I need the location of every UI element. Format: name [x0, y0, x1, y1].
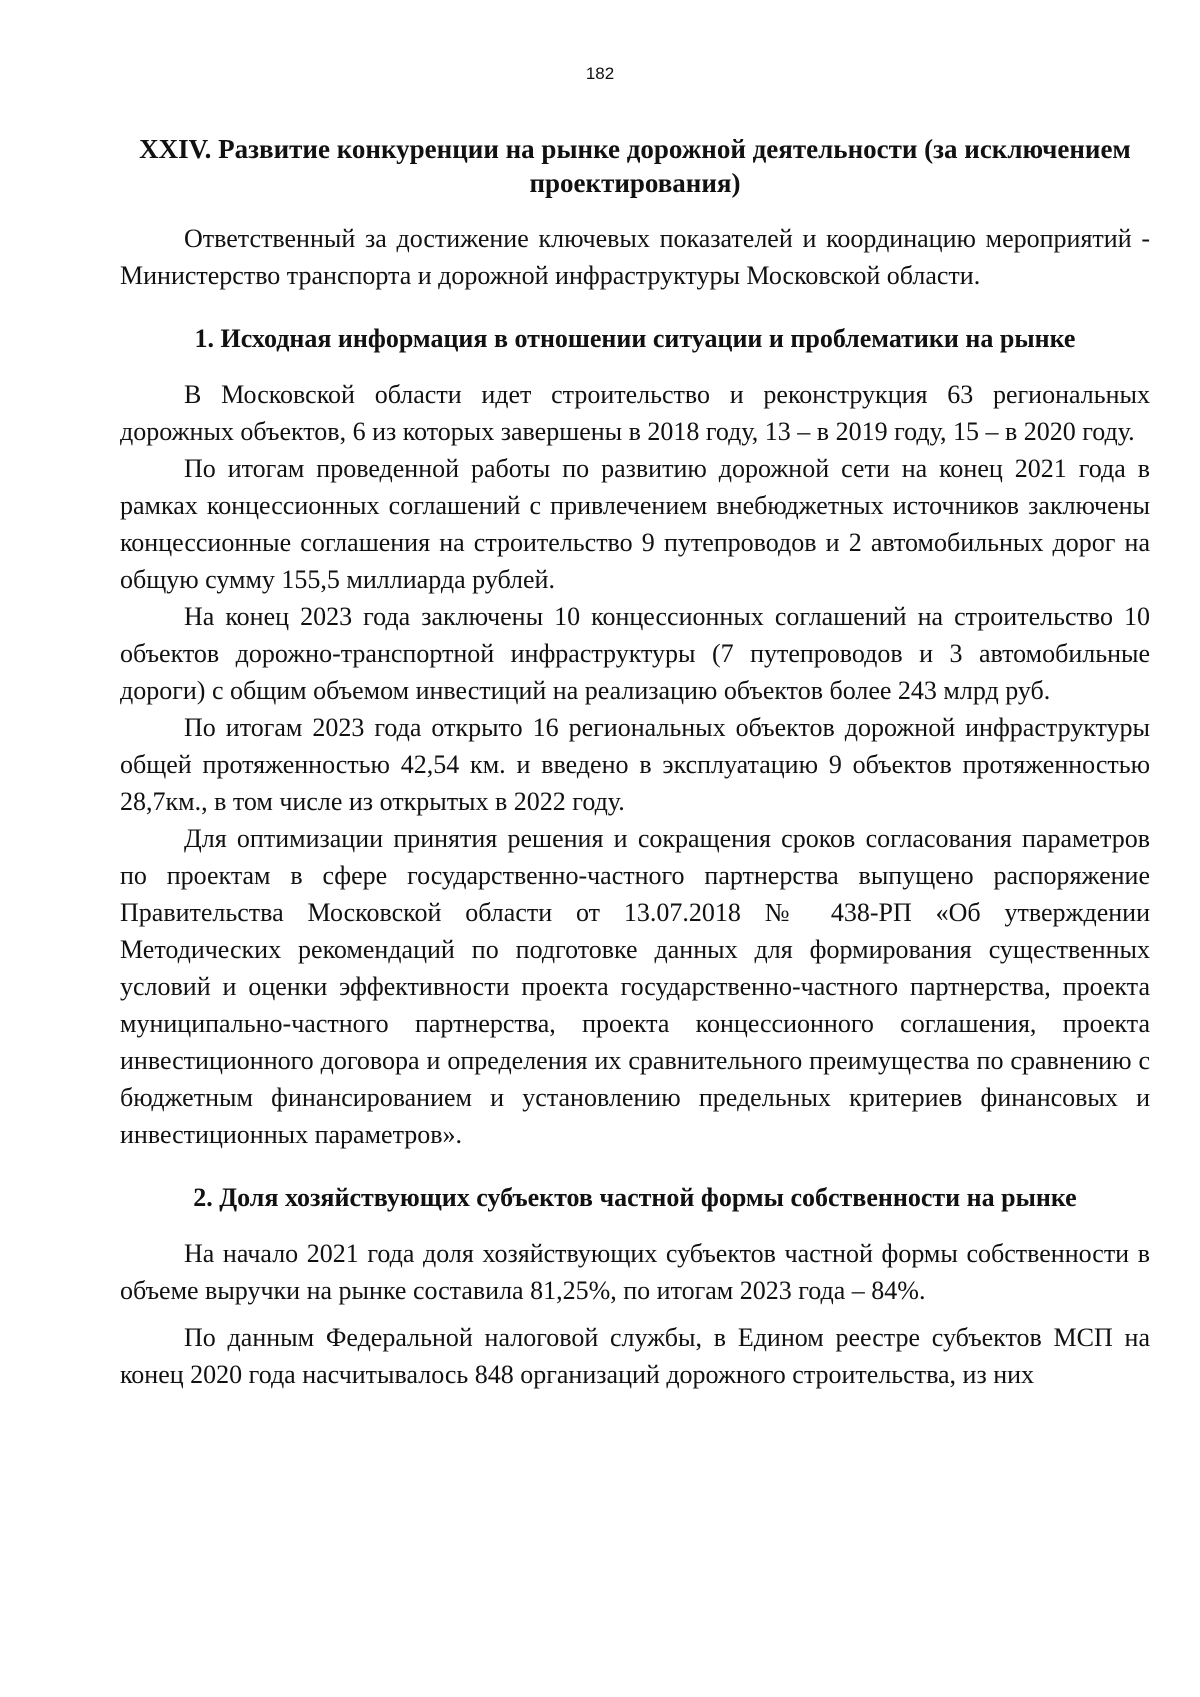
section-2-heading: 2. Доля хозяйствующих субъектов частной формы собственности на рынке: [193, 1183, 1077, 1212]
section-1-paragraph: На конец 2023 года заключены 10 концессионных соглашений на строительство 10 объектов дорожно-транспортной инфраструктуры (7 путепроводов и 3 автомобильные дороги) с общим объемом инвестиций на реализацию объектов более 243 млрд руб.: [120, 602, 1150, 705]
chapter-title: XXIV. Развитие конкуренции на рынке дорожной деятельности (за исключением проектирования): [139, 134, 1131, 198]
section-1-paragraph: По итогам 2023 года открыто 16 региональных объектов дорожной инфраструктуры общей протяженностью 42,54 км. и введено в эксплуатацию 9 объектов протяженностью 28,7км., в том числе из открытых в 2022 году.: [120, 713, 1150, 816]
page-number: 182: [585, 64, 615, 83]
section-1-paragraph: По итогам проведенной работы по развитию дорожной сети на конец 2021 года в рамках концессионных соглашений с привлечением внебюджетных источников заключены концессионные соглашения на строительство 9 путепроводов и 2 автомобильных дорог на общую сумму 155,5 миллиарда рублей.: [120, 454, 1150, 594]
section-1-paragraph: Для оптимизации принятия решения и сокращения сроков согласования параметров по проектам в сфере государственно-частного партнерства выпущено распоряжение Правительства Московской области от 13.07.2018 № 438-РП «Об утверждении Методических рекомендаций по подготовке данных для формирования существенных условий и оценки эффективности проекта государственно-частного партнерства, проекта муниципально-частного партнерства, проекта концессионного соглашения, проекта инвестиционного договора и определения их сравнительного преимущества по сравнению с бюджетным финансированием и установлению предельных критериев финансовых и инвестиционных параметров».: [120, 824, 1150, 1149]
responsible-paragraph: Ответственный за достижение ключевых показателей и координацию мероприятий - Министерство транспорта и дорожной инфраструктуры Московской области.: [120, 224, 1150, 290]
section-1-heading: 1. Исходная информация в отношении ситуации и проблематики на рынке: [194, 324, 1076, 353]
section-2-paragraph: По данным Федеральной налоговой службы, в Едином реестре субъектов МСП на конец 2020 года насчитывалось 848 организаций дорожного строительства, из них: [120, 1323, 1150, 1389]
section-1-paragraph: В Московской области идет строительство и реконструкция 63 региональных дорожных объектов, 6 из которых завершены в 2018 году, 13 – в 2019 году, 15 – в 2020 году.: [120, 380, 1150, 446]
document-body: [120, 132, 1150, 1393]
section-2-paragraph: На начало 2021 года доля хозяйствующих субъектов частной формы собственности в объеме выручки на рынке составила 81,25%, по итогам 2023 года – 84%.: [120, 1239, 1150, 1305]
